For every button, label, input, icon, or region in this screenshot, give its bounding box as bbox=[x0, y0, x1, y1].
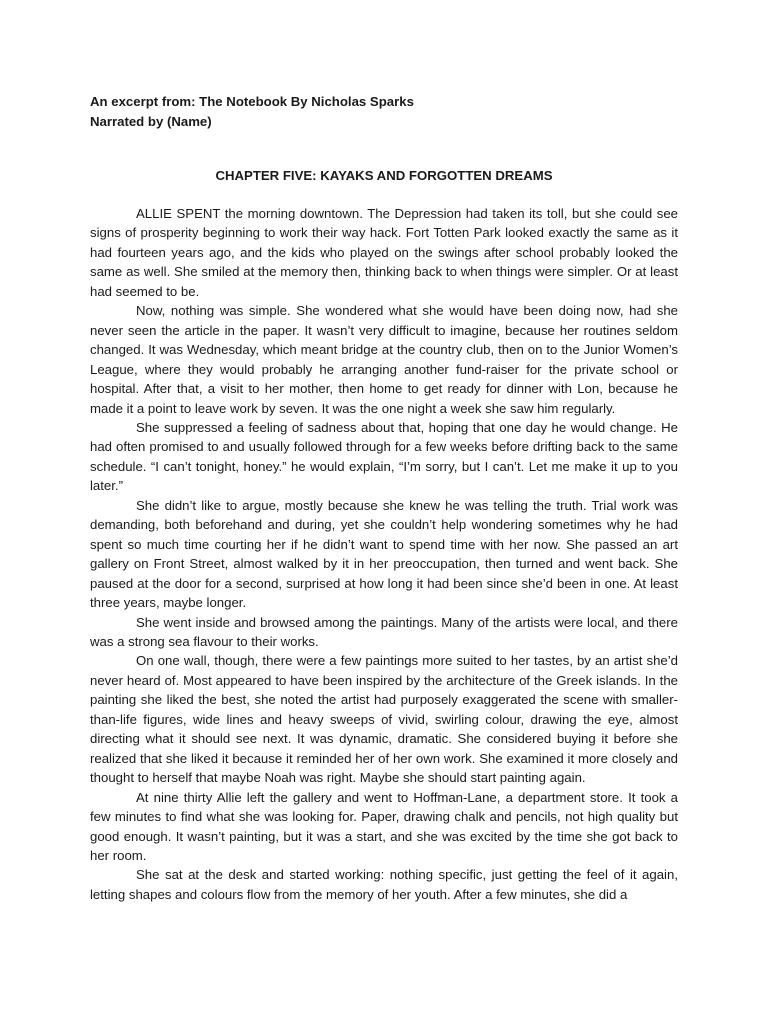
paragraph: She didn’t like to argue, mostly because she knew he was telling the truth. Trial work was demanding, both beforehand and during, yet she couldn’t help wondering sometimes why he had spent so much time courting her if he didn’t want to spend time with her now. She passed an art gallery on Front Street, almost walked by it in her preoccupation, then turned and went back. She paused at the door for a second, surprised at how long it had been since she’d been in one. At least three years, maybe longer. bbox=[90, 497, 678, 611]
chapter-body bbox=[90, 204, 678, 904]
paragraph: She went inside and browsed among the paintings. Many of the artists were local, and there was a strong sea flavour to their works. bbox=[90, 614, 678, 649]
narrator-line: Narrated by (Name) bbox=[90, 114, 212, 129]
paragraph: At nine thirty Allie left the gallery and went to Hoffman-Lane, a department store. It took a few minutes to find what she was looking for. Paper, drawing chalk and pencils, not high quality but good enough. It wasn’t painting, but it was a start, and she was excited by the time she got back to her room. bbox=[90, 789, 678, 863]
paragraph: She suppressed a feeling of sadness about that, hoping that one day he would change. He had often promised to and usually followed through for a few weeks before drifting back to the same schedule. “I can’t tonight, honey.” he would explain, “I’m sorry, but I can’t. Let me make it up to you later.” bbox=[90, 419, 678, 494]
paragraph: Now, nothing was simple. She wondered what she would have been doing now, had she never seen the article in the paper. It wasn’t very difficult to imagine, because her routines seldom changed. It was Wednesday, which meant bridge at the country club, then on to the Junior Women’s League, where they would probably he arranging another fund-raiser for the private school or hospital. After that, a visit to her mother, then home to get ready for dinner with Lon, because he made it a point to leave work by seven. It was the one night a week she saw him regularly. bbox=[90, 303, 678, 416]
excerpt-source-line: An excerpt from: The Notebook By Nicholas Sparks bbox=[90, 94, 414, 109]
paragraph: She sat at the desk and started working: nothing specific, just getting the feel of it again, letting shapes and colours flow from the memory of her youth. After a few minutes, she did a bbox=[90, 867, 678, 902]
paragraph: ALLIE SPENT the morning downtown. The Depression had taken its toll, but she could see signs of prosperity beginning to work their way hack. Fort Totten Park looked exactly the same as it had fourteen years ago, and the kids who played on the swings after school probably looked the same as well. She smiled at the memory then, thinking back to when things were simpler. Or at least had seemed to be. bbox=[90, 206, 678, 299]
chapter-title: CHAPTER FIVE: KAYAKS AND FORGOTTEN DREAMS bbox=[215, 168, 553, 183]
paragraph: On one wall, though, there were a few paintings more suited to her tastes, by an artist she’d never heard of. Most appeared to have been inspired by the architecture of the Greek islands. In the painting she liked the best, she noted the artist had purposely exaggerated the scene with smaller-than-life figures, wide lines and heavy sweeps of vivid, swirling colour, drawing the eye, almost directing what it should see next. It was dynamic, dramatic. She considered buying it before she realized that she liked it because it reminded her of her own work. She examined it more closely and thought to herself that maybe Noah was right. Maybe she should start painting again. bbox=[90, 653, 678, 786]
